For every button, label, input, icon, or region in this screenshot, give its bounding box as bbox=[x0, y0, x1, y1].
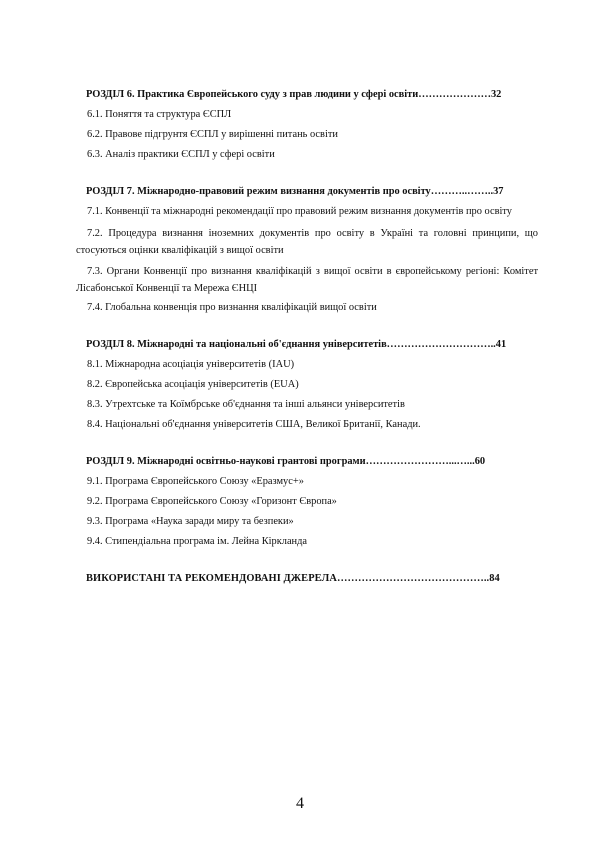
toc-section-9 bbox=[76, 455, 538, 549]
toc-section-8 bbox=[76, 338, 538, 432]
toc-entry: 7.4. Глобальна конвенція про визнання кваліфікацій вищої освіти bbox=[87, 302, 377, 313]
toc-entry: 8.1. Міжнародна асоціація університетів (IAU) bbox=[87, 359, 295, 370]
toc-entry: 9.2. Програма Європейського Союзу «Горизонт Європа» bbox=[87, 496, 337, 507]
toc-section-7 bbox=[76, 185, 538, 315]
page-number: 4 bbox=[296, 795, 304, 812]
table-of-contents bbox=[76, 88, 538, 586]
toc-entry: 6.2. Правове підгрунтя ЄСПЛ у вирішенні питань освіти bbox=[87, 129, 338, 140]
section-heading: РОЗДІЛ 7. Міжнародно-правовий режим визнання документів про освіту………..……..37 bbox=[86, 186, 504, 197]
toc-entry: 8.2. Європейська асоціація університетів (EUA) bbox=[87, 379, 299, 390]
toc-entry: 6.3. Аналіз практики ЄСПЛ у сфері освіти bbox=[87, 149, 275, 160]
toc-entry: 9.4. Стипендіальна програма ім. Лейна Кіркланда bbox=[87, 536, 308, 547]
toc-entry: 9.1. Програма Європейського Союзу «Еразмус+» bbox=[87, 476, 304, 487]
references-heading: ВИКОРИСТАНІ ТА РЕКОМЕНДОВАНІ ДЖЕРЕЛА……………………………………..84 bbox=[86, 573, 500, 584]
toc-entry: 7.2. Процедура визнання іноземних документів про освіту в Україні та головні принципи, що стосуються оцінки кваліфікацій з вищої освіти bbox=[76, 228, 538, 256]
toc-entry: 9.3. Програма «Наука заради миру та безпеки» bbox=[87, 516, 294, 527]
section-heading: РОЗДІЛ 9. Міжнародні освітньо-наукові грантові програми……………………...…...60 bbox=[86, 456, 486, 467]
toc-section-6 bbox=[76, 88, 538, 162]
toc-entry: 7.1. Конвенції та міжнародні рекомендації про правовий режим визнання документів про освіту bbox=[87, 206, 512, 217]
section-heading: РОЗДІЛ 8. Міжнародні та національні об'єднання університетів…………………………..41 bbox=[86, 339, 507, 350]
toc-entry: 8.4. Національні об'єднання університетів США, Великої Британії, Канади. bbox=[87, 419, 421, 430]
toc-entry: 8.3. Утрехтське та Коїмбрське об'єднання та інші альянси університетів bbox=[87, 399, 405, 410]
toc-entry: 6.1. Поняття та структура ЄСПЛ bbox=[87, 109, 232, 120]
section-heading: РОЗДІЛ 6. Практика Європейського суду з прав людини у сфері освіти…………………32 bbox=[86, 89, 502, 100]
toc-entry: 7.3. Органи Конвенції про визнання кваліфікацій з вищої освіти в європейському регіоні: Комітет Лісабонської Конвенції та Мережа ЄНЦІ bbox=[76, 266, 538, 294]
